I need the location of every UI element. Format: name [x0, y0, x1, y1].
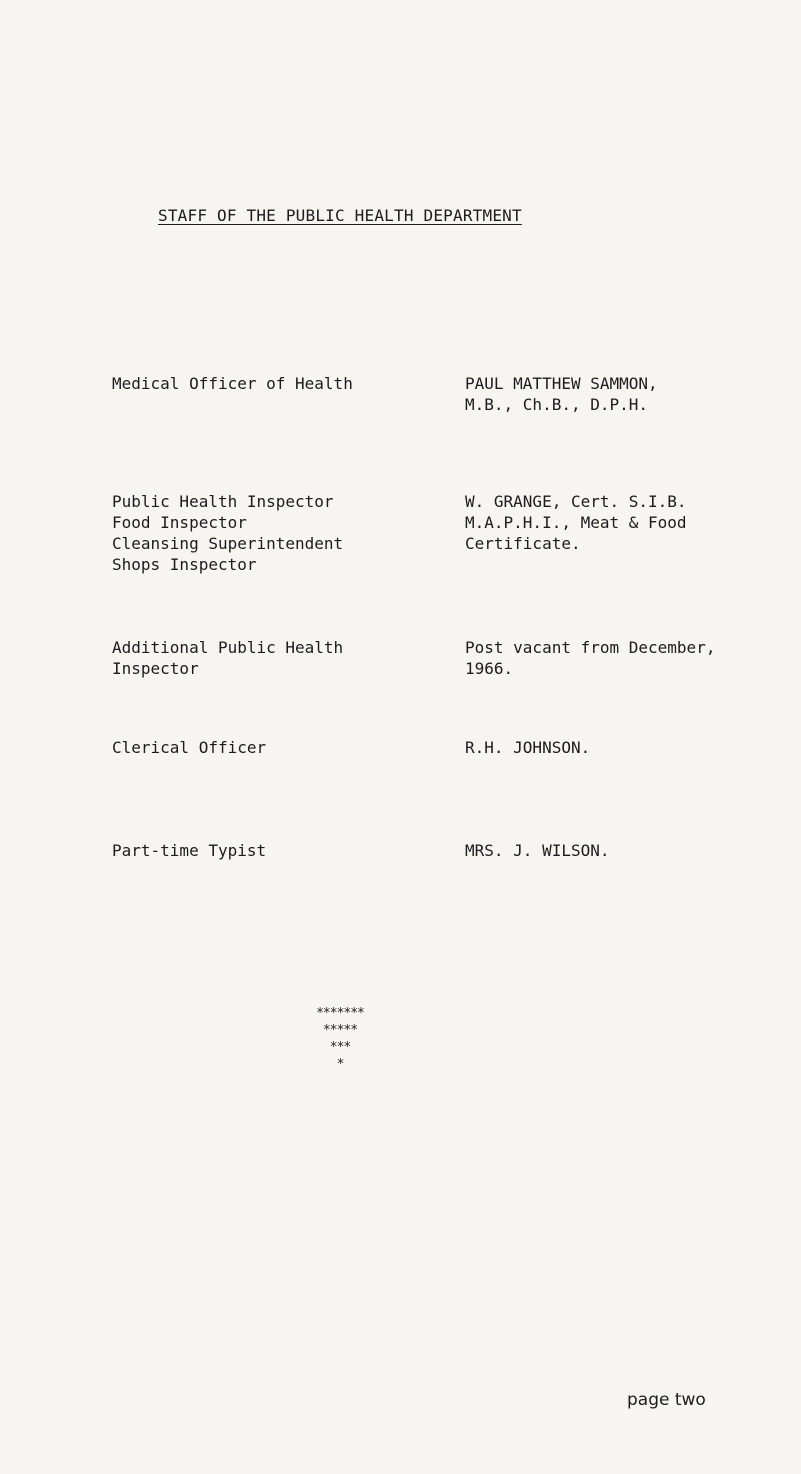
role-label: Medical Officer of Health — [112, 374, 353, 393]
holder-name: R.H. JOHNSON. — [465, 738, 591, 757]
role-label: Additional Public Health Inspector — [112, 638, 344, 678]
role-label: Clerical Officer — [112, 738, 267, 757]
holder-name: W. GRANGE, Cert. S.I.B. M.A.P.H.I., Meat & Food Certificate. — [465, 492, 687, 553]
role-label: Public Health Inspector Food Inspector Cleansing Superintendent Shops Inspector — [112, 492, 344, 574]
holder-name: PAUL MATTHEW SAMMON, M.B., Ch.B., D.P.H. — [465, 374, 658, 414]
star-ornament: ******* ***** *** * — [316, 1006, 364, 1072]
holder-name: MRS. J. WILSON. — [465, 841, 610, 860]
page-title: STAFF OF THE PUBLIC HEALTH DEPARTMENT — [158, 206, 522, 225]
role-label: Part-time Typist — [112, 841, 267, 860]
holder-name: Post vacant from December, 1966. — [465, 638, 716, 678]
page-number: page two — [627, 1390, 706, 1410]
